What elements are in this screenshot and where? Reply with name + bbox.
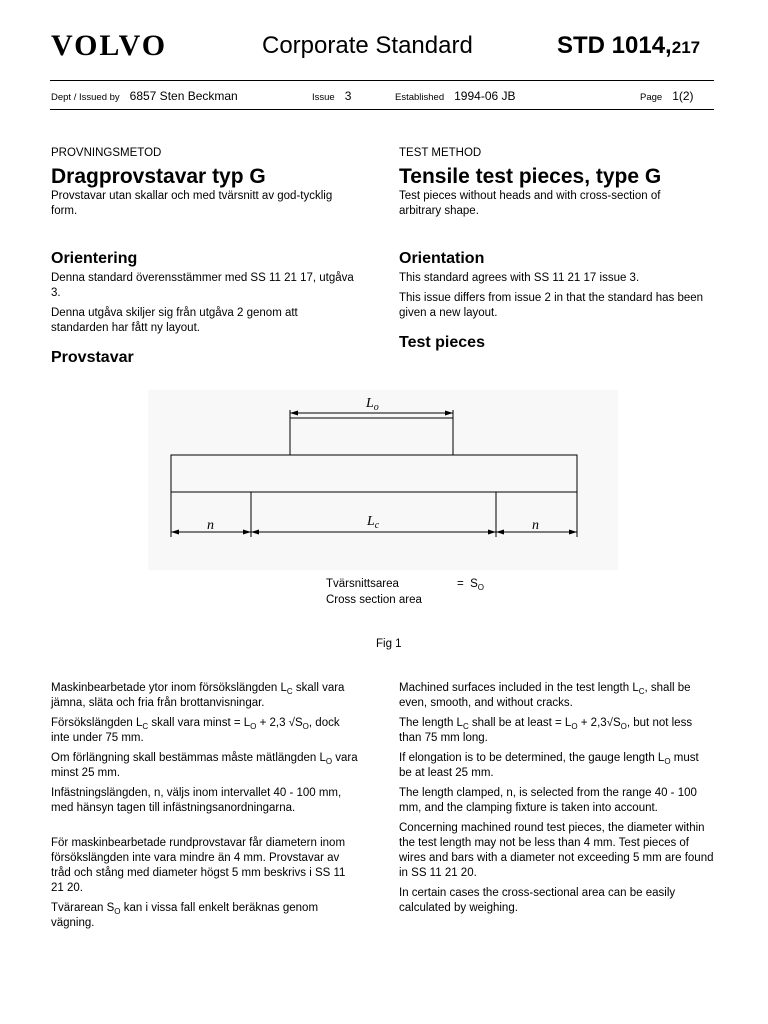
en-body-p3: If elongation is to be determined, the gauge length $L_O$ must be at least 25 mm.	[399, 752, 699, 779]
area-eq-sign: =	[457, 578, 464, 590]
sv-intro: Provstavar utan skallar och med tvärsnitt av god-tycklig form.	[51, 190, 333, 217]
established-value: 1994-06 JB	[454, 89, 516, 103]
label-lc: $L_c$	[367, 514, 380, 531]
sv-body-p3: Om förlängning skall bestämmas måste mätlängden $L_O$ vara minst 25 mm.	[51, 752, 358, 779]
arrow-lc-left	[251, 530, 259, 535]
dept-value: 6857 Sten Beckman	[129, 89, 238, 103]
area-s-sub: O	[477, 583, 485, 592]
gauge-block	[290, 418, 453, 455]
arrow-n-right-a	[496, 530, 504, 535]
arrow-n-right-b	[569, 530, 577, 535]
area-label-sv: Tvärsnittsarea	[326, 578, 399, 590]
volvo-logo: VOLVO	[51, 29, 168, 62]
sv-body-p2: Försökslängden $L_C$ skall vara minst = $L_O + 2,3$ $√S_O$, dock inte under 75 mm.	[51, 717, 340, 744]
arrow-lc-right	[488, 530, 496, 535]
page-label: Page	[640, 92, 663, 103]
area-equals	[457, 577, 484, 592]
label-n-left: n	[207, 518, 214, 533]
en-body-p4: The length clamped, n, is selected from the range 40 - 100 mm, and the clamping fixture is taken into account.	[399, 787, 697, 814]
issue-label: Issue	[312, 92, 335, 103]
page-value: 1(2)	[672, 89, 694, 103]
sv-body-p5: För maskinbearbetade rundprovstavar får diametern inom försökslängden inte vara mindre än 4 mm. Provstavar av tråd och stång med diameter högst 5 mm beskrivs i SS 11 21 20.	[51, 837, 346, 894]
en-body-p6: In certain cases the cross-sectional area can be easily calculated by weighing.	[399, 887, 676, 914]
issue-value: 3	[344, 89, 352, 103]
sv-orientation-heading: Orientering	[51, 250, 138, 267]
en-body-p1: Machined surfaces included in the test length $L_C$, shall be even, smooth, and without cracks.	[399, 682, 691, 709]
sv-orientation-p1: Denna standard överensstämmer med SS 11 21 17, utgåva 3.	[51, 272, 354, 299]
area-label-en: Cross section area	[326, 594, 422, 606]
sv-body-p1: Maskinbearbetade ytor inom försökslängden $L_C$ skall vara jämna, släta och fria från brottanvisningar.	[51, 682, 345, 709]
arrow-lo-left	[290, 411, 298, 416]
arrow-n-left-b	[243, 530, 251, 535]
label-lo: $L_o$	[366, 396, 379, 413]
label-n-right: n	[532, 518, 539, 533]
established-label: Established	[395, 92, 445, 103]
en-body-p2: The length $L_C$ shall be at least = $L_O + 2,3√S_O$, but not less than 75 mm long.	[399, 717, 693, 744]
figure-caption: Fig 1	[376, 638, 402, 650]
en-orientation-p2: This issue differs from issue 2 in that the standard has been given a new layout.	[399, 292, 704, 319]
sv-body-p4: Infästningslängden, n, väljs inom intervallet 40 - 100 mm, med hänsyn tagen till infästningsanordningarna.	[51, 787, 342, 814]
en-testpieces-heading: Test pieces	[399, 334, 485, 351]
en-intro: Test pieces without heads and with cross-section of arbitrary shape.	[399, 190, 661, 217]
standard-number-suffix: 217	[671, 38, 701, 57]
en-method-label: TEST METHOD	[399, 147, 482, 159]
sv-heading: Dragprovstavar typ G	[51, 165, 266, 188]
standard-number-main: STD 1014,	[557, 32, 672, 59]
en-orientation-p1: This standard agrees with SS 11 21 17 issue 3.	[399, 272, 640, 284]
english-column-body	[399, 681, 714, 916]
en-heading: Tensile test pieces, type G	[399, 165, 662, 188]
swedish-column-body	[51, 681, 361, 931]
sv-orientation-p2: Denna utgåva skiljer sig från utgåva 2 genom att standarden har fått ny layout.	[51, 307, 298, 334]
dept-label: Dept / Issued by	[51, 92, 120, 103]
en-body-p5: Concerning machined round test pieces, the diameter within the test length may not be less than 4 mm. Test pieces of wires and bars with a diameter not exceeding 5 mm are found in SS 11 21 20.	[399, 822, 714, 879]
document-title: Corporate Standard	[262, 32, 473, 59]
arrow-lo-right	[445, 411, 453, 416]
area-s: S	[470, 578, 478, 590]
en-orientation-heading: Orientation	[399, 250, 485, 267]
sv-body-p6: Tvärarean $S_O$ kan i vissa fall enkelt beräknas genom vägning.	[51, 902, 319, 929]
sv-method-label: PROVNINGSMETOD	[51, 147, 162, 159]
sv-testpieces-heading: Provstavar	[51, 349, 134, 366]
test-bar	[171, 455, 577, 492]
arrow-n-left-a	[171, 530, 179, 535]
